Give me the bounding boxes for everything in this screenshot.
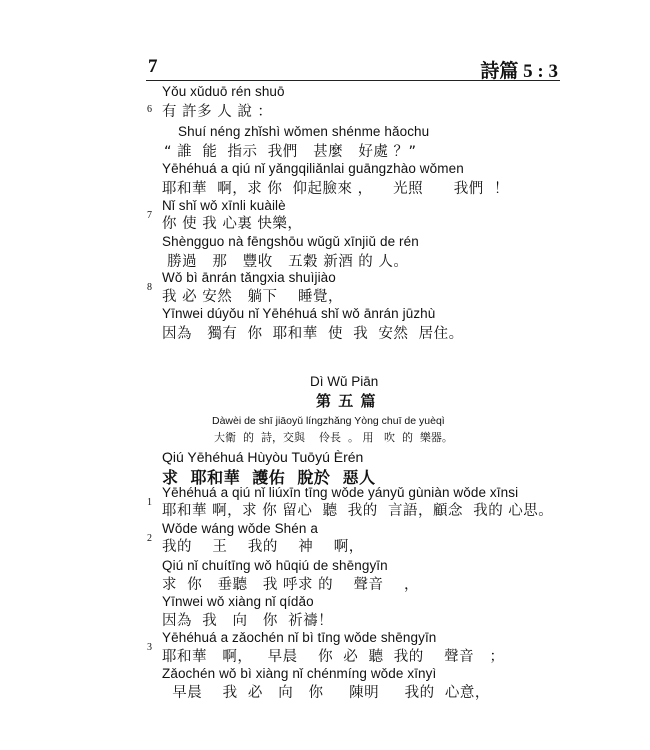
pinyin-line: Nǐ shǐ wǒ xīnli kuàilè — [162, 198, 286, 213]
verse-number: 2 — [147, 533, 152, 544]
verse-number: 3 — [147, 642, 152, 653]
chinese-line: 求 你 垂聽 我 呼求 的 聲音 ， — [162, 577, 419, 593]
pinyin-line: Yēhéhuá a zǎochén nǐ bì tīng wǒde shēngyīn — [162, 630, 437, 645]
chinese-line: 有 許多 人 說 ： — [162, 104, 273, 120]
chinese-line: “ 誰 能 指示 我們 甚麼 好處 ？” — [164, 144, 417, 160]
chinese-line: 耶和華 啊，求 你 留心 聽 我的 言語，顧念 我的 心思。 — [162, 503, 554, 519]
inscription: 大衛 的 詩，交與 伶長 。 用 吹 的 樂器。 — [214, 431, 453, 444]
verse-number: 7 — [147, 210, 152, 221]
verse-number: 1 — [147, 497, 152, 508]
superscription-pinyin: Qiú Yēhéhuá Hùyòu Tuōyú Èrén — [162, 449, 364, 465]
pinyin-line: Yīnwei dúyǒu nǐ Yēhéhuá shǐ wǒ ānrán jūzhù — [162, 306, 436, 321]
psalm-title-pinyin: Dì Wǔ Piān — [310, 374, 379, 389]
chinese-line: 耶和華 啊，求 你 仰起臉來 ， 光照 我們 ！ — [162, 181, 509, 197]
pinyin-line: Yēhéhuá a qiú nǐ yǎngqiliǎnlai guāngzhào wǒmen — [162, 161, 464, 176]
chapter-reference: 詩篇 5 : 3 — [480, 61, 558, 82]
chinese-line: 早晨 我 必 向 你 陳明 我的 心意， — [162, 685, 490, 701]
pinyin-line: Wǒde wáng wǒde Shén a — [162, 521, 318, 536]
psalm-title: 第 五 篇 — [316, 392, 377, 410]
superscription: 求 耶和華 護佑 脫於 惡人 — [162, 468, 376, 487]
chinese-line: 因為 獨有 你 耶和華 使 我 安然 居住。 — [162, 326, 464, 342]
page-number: 7 — [148, 56, 158, 77]
chinese-line: 我 必 安然 躺下 睡覺， — [162, 289, 343, 305]
chinese-line: 你 使 我 心裏 快樂， — [162, 216, 303, 232]
inscription-pinyin: Dàwèi de shī jiāoyǔ língzhǎng Yòng chuī de yuèqì — [212, 415, 445, 427]
pinyin-line: Zǎochén wǒ bì xiàng nǐ chénmíng wǒde xīnyì — [162, 666, 437, 681]
chinese-line: 因為 我 向 你 祈禱！ — [162, 613, 334, 629]
pinyin-line: Shuí néng zhǐshì wǒmen shénme hǎochu — [178, 124, 430, 139]
pinyin-line: Yēhéhuá a qiú nǐ liúxīn tīng wǒde yányǔ gùniàn wǒde xīnsi — [162, 485, 519, 500]
pinyin-line: Yǒu xǔduō rén shuō — [162, 84, 285, 99]
header-rule — [146, 80, 560, 81]
chinese-line: 耶和華 啊， 早晨 你 必 聽 我的 聲音 ； — [162, 649, 505, 665]
pinyin-line: Shèngguo nà fēngshōu wǔgǔ xīnjiǔ de rén — [162, 234, 419, 249]
verse-number: 6 — [147, 104, 152, 115]
pinyin-line: Yīnwei wǒ xiàng nǐ qídǎo — [162, 594, 314, 609]
chinese-line: 我的 王 我的 神 啊， — [162, 539, 364, 555]
verse-number: 8 — [147, 282, 152, 293]
chinese-line: 勝過 那 豐收 五穀 新酒 的 人。 — [162, 254, 409, 270]
pinyin-line: Wǒ bì ānrán tǎngxia shuìjiào — [162, 270, 336, 285]
pinyin-line: Qiú nǐ chuítīng wǒ hūqiú de shēngyīn — [162, 558, 388, 573]
